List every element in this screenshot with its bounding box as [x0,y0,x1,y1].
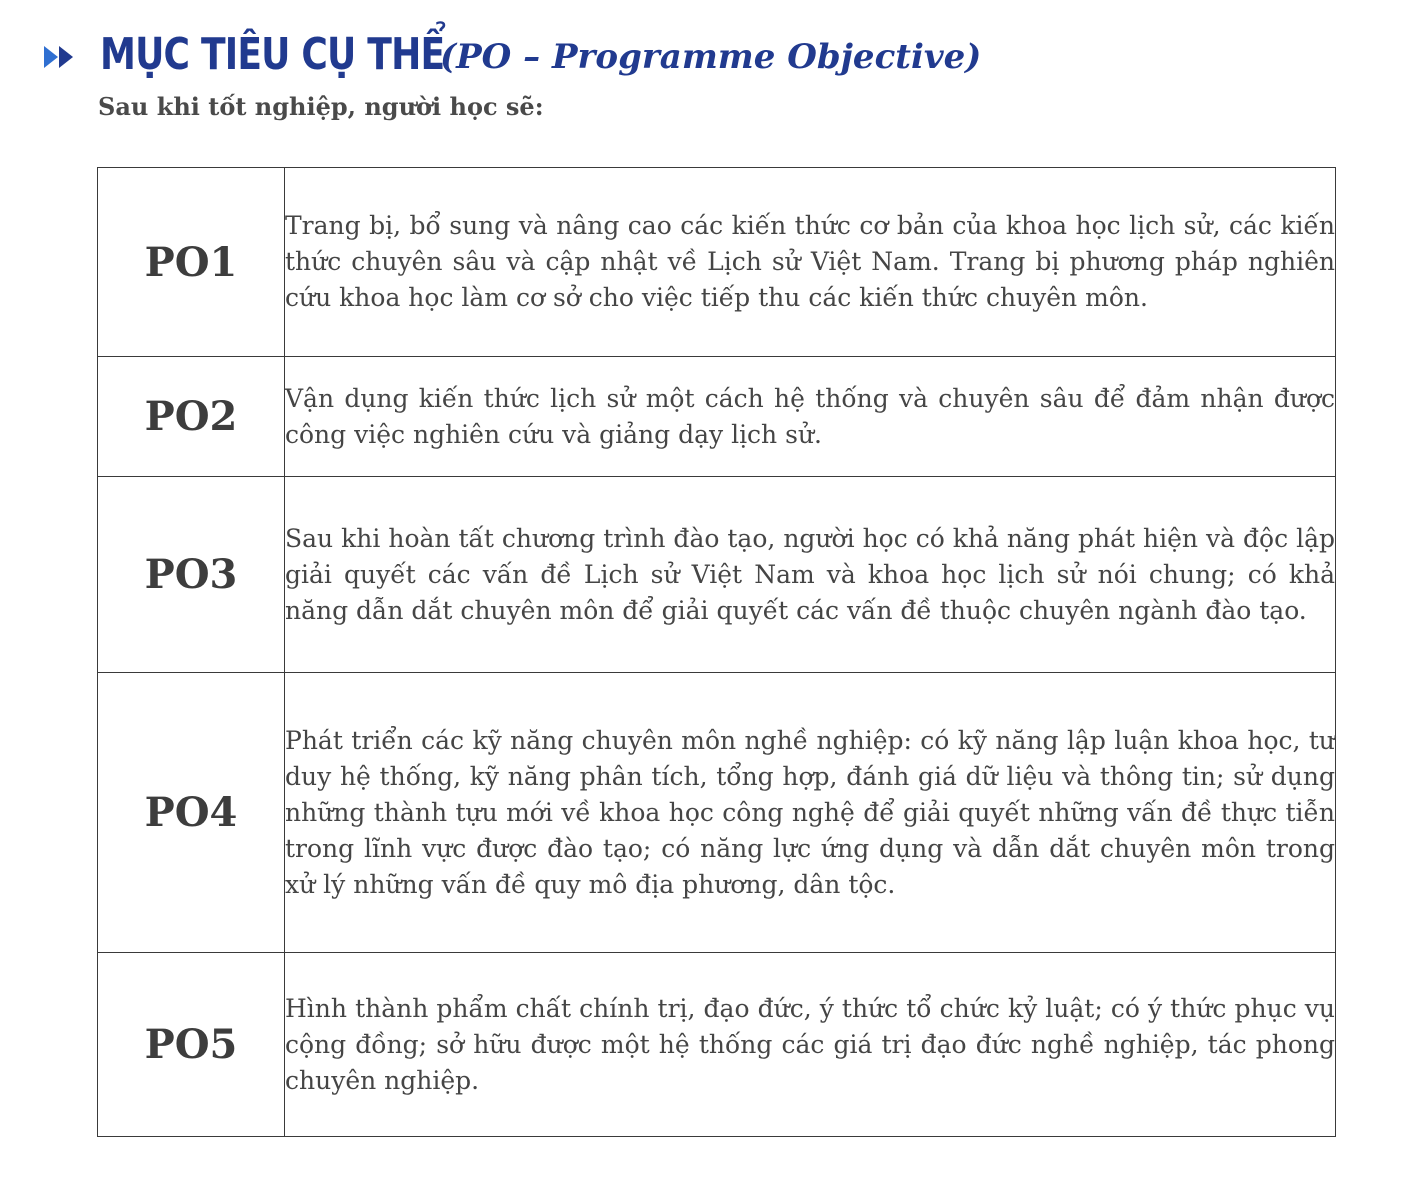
objective-code: PO5 [98,953,285,1137]
section-header [42,22,981,86]
double-chevron-right-icon [42,44,76,70]
objective-description: Hình thành phẩm chất chính trị, đạo đức, ý thức tổ chức kỷ luật; có ý thức phục vụ cộng đồng; sở hữu được một hệ thống các giá trị đạo đức nghề nghiệp, tác phong chuyên nghiệp. [285,953,1336,1137]
objective-description: Phát triển các kỹ năng chuyên môn nghề nghiệp: có kỹ năng lập luận khoa học, tư duy hệ thống, kỹ năng phân tích, tổng hợp, đánh giá dữ liệu và thông tin; sử dụng những thành tựu mới về khoa học công nghệ để giải quyết những vấn đề thực tiễn trong lĩnh vực được đào tạo; có năng lực ứng dụng và dẫn dắt chuyên môn trong xử lý những vấn đề quy mô địa phương, dân tộc. [285,673,1336,953]
objectives-table [97,167,1336,1137]
objective-description: Sau khi hoàn tất chương trình đào tạo, người học có khả năng phát hiện và độc lập giải quyết các vấn đề Lịch sử Việt Nam và khoa học lịch sử nói chung; có khả năng dẫn dắt chuyên môn để giải quyết các vấn đề thuộc chuyên ngành đào tạo. [285,477,1336,673]
objective-code: PO2 [98,357,285,477]
page-title: MỤC TIÊU CỤ THỂ [100,28,445,80]
objective-code: PO3 [98,477,285,673]
table-row [98,477,1336,673]
objective-code: PO1 [98,168,285,357]
table-row [98,168,1336,357]
objective-description: Vận dụng kiến thức lịch sử một cách hệ thống và chuyên sâu để đảm nhận được công việc nghiên cứu và giảng dạy lịch sử. [285,357,1336,477]
page-subtitle: (PO – Programme Objective) [440,37,982,77]
intro-text: Sau khi tốt nghiệp, người học sẽ: [98,92,544,121]
table-row [98,673,1336,953]
objective-description: Trang bị, bổ sung và nâng cao các kiến thức cơ bản của khoa học lịch sử, các kiến thức chuyên sâu và cập nhật về Lịch sử Việt Nam. Trang bị phương pháp nghiên cứu khoa học làm cơ sở cho việc tiếp thu các kiến thức chuyên môn. [285,168,1336,357]
table-row [98,953,1336,1137]
table-row [98,357,1336,477]
objective-code: PO4 [98,673,285,953]
